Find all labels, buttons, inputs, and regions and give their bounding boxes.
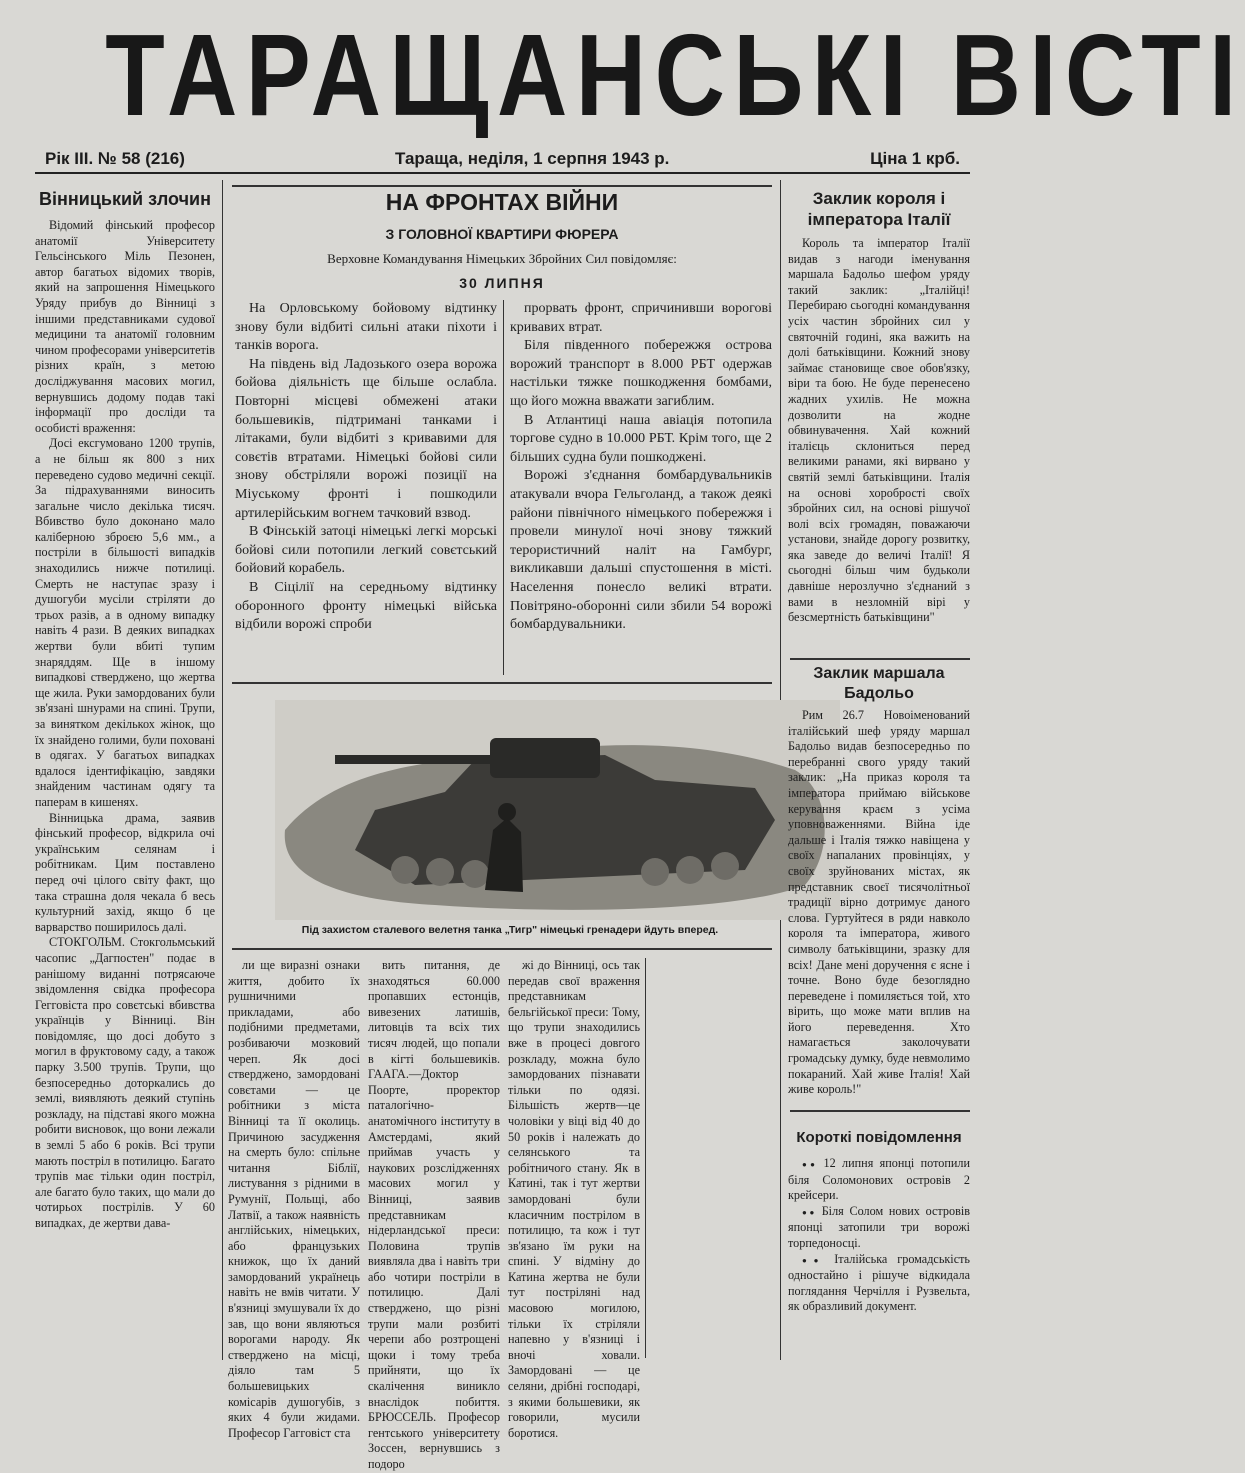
price: Ціна 1 крб. (870, 149, 960, 168)
issue-number: Рік ІІІ. № 58 (216) (45, 149, 185, 168)
paragraph: В Сіцілії на середньому відтинку оборонного фронту німецькі війська відбили ворожі спроби (235, 579, 497, 633)
rule-center-top (232, 185, 772, 187)
news-item: ●● Італійська громадськість одностайно і рішуче відкидала поглядання Черчілля і Рузвельта, як образливий документ. (788, 1252, 970, 1315)
lower-column-3 (508, 958, 640, 1440)
short-news (788, 1128, 970, 1358)
column-rule-left (222, 180, 223, 1360)
paragraph: Ворожі з'єднання бомбардувальників атакували вчора Гельголанд, а також деякі райони північного німецького побережжя і провели минулої ночі знову тяжкий терористичний наліт на Гамбург, викликавши дальші спустошення в місті. Населення понесло великі втрати. Повітряно-оборонні сили збили 54 ворожі бомбардувальники. (510, 468, 772, 633)
dateline (35, 146, 970, 174)
paragraph: Король та імператор Італії видав з нагоди іменування маршала Бадольо шефом уряду такий заклик: „Італійці! Перебираю сьогодні командування усіх частин збройних сил у святочній годині, яка важить на долі батьківщини. Кожний знову займає становище свое обов'язку, віри та бою. Не буде перенесено жадних ухилів. Не можна дозволити на жодне обвинувачення. Хай кожний італієць склониться перед великими ранами, які вирвано у святій землі батьківщини. Італія на основі хоробрості своїх збройних сил, на основі рішучої волі всіх громадян, поважаючи установи, знайде дорогу розвитку, яка заведе до величі Італії! Я сьогодні більш чим будьколи давніше нерозлучно з'єднаний з вами в незломній вірі у безсмертність батьківщини" (788, 236, 970, 625)
paragraph: Відомий фінський професор анатомії Університету Гельсінського Міль Пезонен, автор багатьох відомих творів, який на запрошення Німецького Уряду прибув до Вінниці з іншими представниками судової медицини та анатомії головним чином професорами університетів різних країн, з метою досліджування масових могил, вернувшись додому подав такі інформації про досліди та особисті враження: (35, 218, 215, 435)
paragraph: На Орловському бойовому відтинку знову були відбиті сильні атаки піхоти і танків ворога. (235, 301, 497, 354)
paragraph: В Атлантиці наша авіація потопила торгове судно в 10.000 РБТ. Крім того, ще 2 більших судна були пошкоджені. (510, 412, 772, 465)
tank-turret (490, 738, 600, 778)
front-subtitle: З ГОЛОВНОЇ КВАРТИРИ ФЮРЕРА (385, 226, 619, 242)
news-item: ●● Біля Солом нових островів японці затопили три ворожі торпедоносці. (788, 1204, 970, 1252)
paragraph: Біля південного побережжя острова ворожий транспорт в 8.000 РБТ одержав настільки тяжке пошкодження бомбами, що його можна вважати загиблим. (510, 338, 772, 409)
paragraph: ли ще виразні ознаки життя, добито їх рушничними прикладами, або подібними предметами, розбиваючи мозковий череп. Як досі стверджено, замордовані совєтами — це робітники з міста Вінниці та її околиць. Причиною засудження на смерть було: спільне читання Біблії, листування з рідними в Румунії, Польщі, або Латвії, а також наявність англійських, німецьких, або французьких книжок, що їх даний замордований українець навіть не вмів читати. У в'язниці змушували їх до зав, що вони являються ворогами народу. Як стверджено на місці, діяло там 5 большевицьких комісарів душогубів, з яких 4 були жидами. Професор Гагговіст ста (228, 958, 360, 1440)
paragraph: жі до Вінниці, ось так передав свої враження представникам бельгійської преси: Тому, що трупи знаходились вже в процесі довгого розкладу, можна було замордованих пізнавати тільки по одязі. Більшість жертв—це чоловіки у віці від 40 до 50 років і належать до селянського та робітничого стану. Як в Катині, так і тут жертви замордовані були класичним пострілом в потилицю, та кож і тут зв'язано їм руки на спині. У відміну до Катина жертва не були тут постріляні над масовою могилою, тільки їх стріляли напевно у в'язниці і вночі ховали. Замордовані — це селяни, дрібні господарі, з якими большевики, як говорили, мусили боротися. (508, 958, 640, 1440)
photo-caption: Під захистом сталевого велетня танка „Тигр" німецькі гренадери йдуть вперед. (301, 924, 719, 936)
lower-column-rule (645, 958, 646, 1358)
front-date: 30 ЛИПНЯ (459, 275, 545, 291)
paragraph: Досі ексгумовано 1200 трупів, а не більш як 800 з них переведено судово медичні секції. За підрахуваннями виносить загальне число декілька тисяч. Вбивство було доконано мало каліберною зброєю 5,6 мм., а постріли в більшості випадків знаходились нижче потилиці. Смерть не наступає зразу і душогуби мусіли стріляти до трьох разів, а в одному випадку навіть 4 рази. В деяких випадках жертви були вбиті тупим знаряддям. Ще в іншому випадкові стверджено, що жертва ще жила. Руки замордованих були зв'язані шнурами на спині. Трупи, за винятком декількох жінок, що їх знайдено голими, були поховані в одягах. У багатьох випадках вдалося ідентифікацію, завдяки знайденим частинам одягу та паперам в кишенях. (35, 436, 215, 809)
article-title: Заклик маршала Бадольо (813, 665, 945, 702)
lower-column-1 (228, 958, 360, 1440)
paragraph: прорвать фронт, спричинивши ворогові кривавих втрат. (510, 301, 772, 335)
front-column-rule (503, 300, 504, 675)
front-lead: Верховне Командування Німецьких Збройних Сил повідомляє: (327, 251, 677, 266)
place-date: Тараща, неділя, 1 серпня 1943 р. (395, 149, 670, 168)
paragraph: СТОКГОЛЬМ. Стокгольмський часопис „Дагпостен" подає в ранішому виданні потрясаюче звідомлення свідка професора Гегговіста про совєтські вбивства українців у Вінниці. Він повідомляє, що досі добуто з могил в фруктовому саду, а також парку 3.500 трупів. Трупи, що безпосередньо доторкались до землі, виявляють деякий ступінь розкладу, на підставі якого можна робити висновок, що вони лежали в землі 5 або 6 років. Всі трупи мають постріл в потилицю. Багато трупів має тільки один постріл, але багато було таких, що мали до чотирьох пострілів. У 60 випадках, де жертви дава- (35, 935, 215, 1230)
news-item: ●● 12 липня японці потопили біля Соломонових островів 2 крейсери. (788, 1156, 970, 1204)
front-column-2 (510, 300, 772, 675)
tank-illustration (275, 700, 840, 920)
paragraph: Рим 26.7 Новоіменований італійський шеф уряду маршал Бадольо видав безпосередньо по перебранні свого уряду такий заклик: „На приказ короля та імператора приймаю військове керування краєм з усіма уповноваженнями. Війна іде дальше і Італія тяжко навіщена у своїх напаланих провінціях, у своїх зруйнованих містах, як представник своєї тисячолітньої традиції вірно дотримує даного слова. Гуртуйтеся в ряди навколо короля та імператора, живого символу батьківщини, зразку для всіх! Дане мені доручення є ясне і точне. Воно буде безоглядно переведене і помиляється той, хто вірить, що може мати вплив на його переведення. Хто намагається заколочувати громадську думку, буде невмолимо покараний. Хай живе Італія! Хай живе король!" (788, 708, 970, 1097)
masthead-title: ТАРАЩАНСЬКІ ВІСТІ (105, 10, 1245, 140)
rule-center-bottom (232, 682, 772, 684)
front-title: НА ФРОНТАХ ВІЙНИ (385, 189, 619, 215)
lower-column-2 (368, 958, 500, 1471)
article-title: Заклик короля і імператора Італії (807, 189, 951, 229)
rule-right-1 (790, 658, 970, 660)
article-king-appeal (788, 188, 970, 653)
rule-right-2 (790, 1110, 970, 1112)
front-column-1 (235, 300, 497, 675)
article-badoglio-appeal (788, 664, 970, 1104)
paragraph: Вінницька драма, заявив фінський професор, відкрила очі українським селянам і робітникам. Цим поставлено перед очі цілого світу факт, що така страшна доля чекала б весь культурний захід, якщо б це варварство поширилось далі. (35, 810, 215, 934)
tank-gun (335, 755, 495, 764)
article-title: Вінницький злочин (39, 189, 211, 209)
paragraph: На південь від Ладозького озера ворожа бойова діяльність ще більше ослабла. Повторні місцеві обмежені атаки большевиків, підтримані танками і літаками, були відбиті з кривавими для совєтів втратами. Німецькі бойові сили знову обстріляли ворожі позиції на Міуському фронті і пошкодили артилерійським вогнем тачковий взвод. (235, 356, 497, 521)
rule-photo-bottom (232, 948, 772, 950)
paragraph: вить питання, де знаходяться 60.000 пропавших естонців, вивезених латишів, литовців та всіх тих тисяч людей, що попали в кігті большевиків. ГААГА.—Доктор Поорте, проректор паталогічно-анатомічного інституту в Амстердамі, який приймав участь у наукових розслідженнях масових могил у Вінниці, заявив представникам нідерландської преси: Половина трупів виявляла два і навіть три або чотири постріли в потилицю. Далі стверджено, що різні трупи мали розбиті черепи або розтрощені щоки і тому треба прийняти, що їх скалічення виникло внаслідок побиття. БРЮССЕЛЬ. Професор гентського університету Зоссен, вернувшись з подоро (368, 958, 500, 1471)
paragraph: В Фінській затоці німецькі легкі морські бойові сили потопили легкий совєтський бойовий корабель. (235, 524, 497, 577)
grenadier-helmet (498, 803, 516, 821)
article-title: Короткі повідомлення (796, 1129, 962, 1146)
article-vinnytsia (35, 188, 215, 1358)
